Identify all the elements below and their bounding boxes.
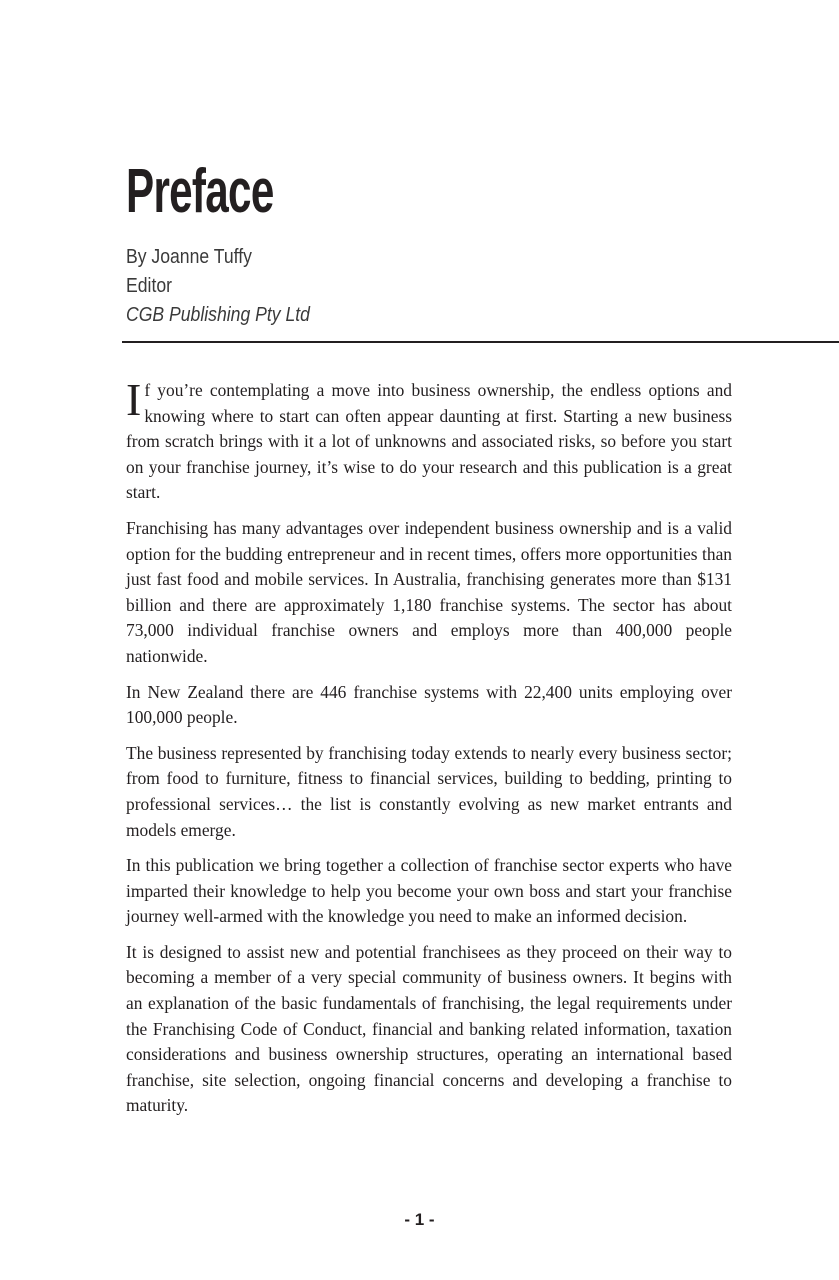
paragraph-publication: In this publication we bring together a collection of franchise sector experts who have imparted their knowledge to help you become your own boss and start your franchise journey well-armed with the knowledge you need to make an informed decision. (126, 855, 732, 927)
paragraph-intro-text: f you’re contemplating a move into business ownership, the endless options and knowing where to start can often appear daunting at first. Starting a new business from scratch brings with it a lot of unknowns and associated risks, so before you start on your franchise journey, it’s wise to do your research and this publication is a great start. (126, 380, 732, 503)
drop-cap: I (126, 374, 142, 425)
paragraph-advantages: Franchising has many advantages over independent business ownership and is a valid option for the budding entrepreneur and in recent times, offers more opportunities than just fast food and mobile services. In Australia, franchising generates more than $131 billion and there are approximately 1,180 franchise systems. The sector has about 73,000 individual franchise owners and employs more than 400,000 people nationwide. (126, 517, 732, 666)
author-role: Editor (126, 275, 172, 297)
paragraph-sectors: The business represented by franchising today extends to nearly every business sector; from food to furniture, fitness to financial services, building to bedding, printing to professional services… the list is constantly evolving as new market entrants and models emerge. (126, 742, 732, 840)
header-divider (122, 341, 839, 343)
author-name: By Joanne Tuffy (126, 246, 252, 268)
body-text (126, 374, 732, 1129)
page-number: - 1 - (404, 1210, 435, 1229)
paragraph-contents: It is designed to assist new and potential franchisees as they proceed on their way to becoming a member of a very special community of business owners. It begins with an explanation of the basic fundamentals of franchising, the legal requirements under the Franchising Code of Conduct, financial and banking related information, taxation considerations and business ownership structures, operating an international based franchise, site selection, ongoing financial concerns and developing a franchise to maturity. (126, 941, 732, 1116)
paragraph-new-zealand: In New Zealand there are 446 franchise systems with 22,400 units employing over 100,000 people. (126, 681, 732, 728)
publisher-name: CGB Publishing Pty Ltd (126, 304, 310, 326)
paragraph-intro (126, 374, 732, 506)
byline (126, 243, 310, 330)
page-title: Preface (126, 157, 274, 226)
